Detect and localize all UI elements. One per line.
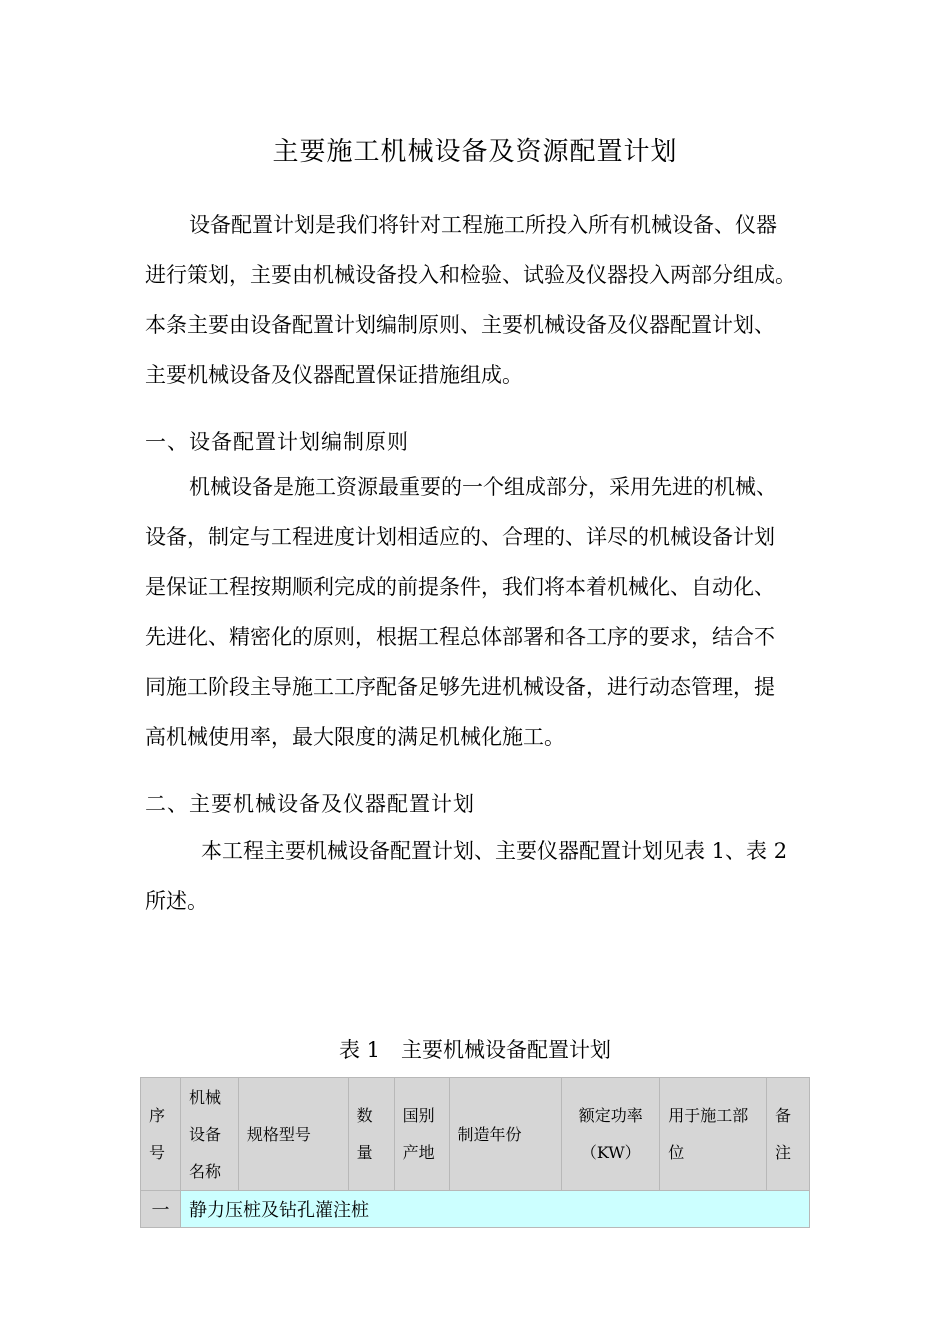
equipment-table (140, 1077, 810, 1228)
section1-line: 高机械使用率，最大限度的满足机械化施工。 (145, 725, 565, 749)
section1-line: 是保证工程按期顺利完成的前提条件，我们将本着机械化、自动化、 (145, 575, 775, 599)
header-origin: 国别 产地 (394, 1078, 449, 1191)
table-row (141, 1191, 810, 1228)
table-caption: 表 1 主要机械设备配置计划 (338, 1038, 612, 1062)
header-power: 额定功率 （KW） (562, 1078, 660, 1191)
header-year: 制造年份 (449, 1078, 562, 1191)
section1-line: 机械设备是施工资源最重要的一个组成部分，采用先进的机械、 (189, 475, 777, 499)
section2-line: 所述。 (145, 889, 208, 913)
header-seq: 序 号 (141, 1078, 181, 1191)
table-header-row (141, 1078, 810, 1191)
section2-heading: 二、主要机械设备及仪器配置计划 (145, 792, 475, 816)
intro-line: 本条主要由设备配置计划编制原则、主要机械设备及仪器配置计划、 (145, 313, 775, 337)
row-group-title: 静力压桩及钻孔灌注桩 (180, 1191, 809, 1228)
row-index: 一 (141, 1191, 181, 1228)
header-remark: 备 注 (766, 1078, 809, 1191)
header-quantity: 数 量 (348, 1078, 394, 1191)
header-model: 规格型号 (238, 1078, 348, 1191)
section2-paragraph (145, 826, 810, 926)
section1-heading: 一、设备配置计划编制原则 (145, 430, 409, 454)
intro-line: 主要机械设备及仪器配置保证措施组成。 (145, 363, 523, 387)
section1-line: 先进化、精密化的原则，根据工程总体部署和各工序的要求，结合不 (145, 625, 775, 649)
section1-line: 设备，制定与工程进度计划相适应的、合理的、详尽的机械设备计划 (145, 525, 775, 549)
intro-line: 设备配置计划是我们将针对工程施工所投入所有机械设备、仪器 (189, 213, 777, 237)
intro-line: 进行策划，主要由机械设备投入和检验、试验及仪器投入两部分组成。 (145, 263, 796, 287)
intro-paragraph (145, 200, 810, 400)
header-usage: 用于施工部 位 (660, 1078, 767, 1191)
section2-line: 本工程主要机械设备配置计划、主要仪器配置计划见表 1、表 2 (201, 839, 788, 863)
section1-line: 同施工阶段主导施工工序配备足够先进机械设备，进行动态管理，提 (145, 675, 775, 699)
header-equipment-name: 机械 设备 名称 (180, 1078, 238, 1191)
page-title: 主要施工机械设备及资源配置计划 (272, 137, 678, 167)
section1-paragraph (145, 462, 810, 762)
